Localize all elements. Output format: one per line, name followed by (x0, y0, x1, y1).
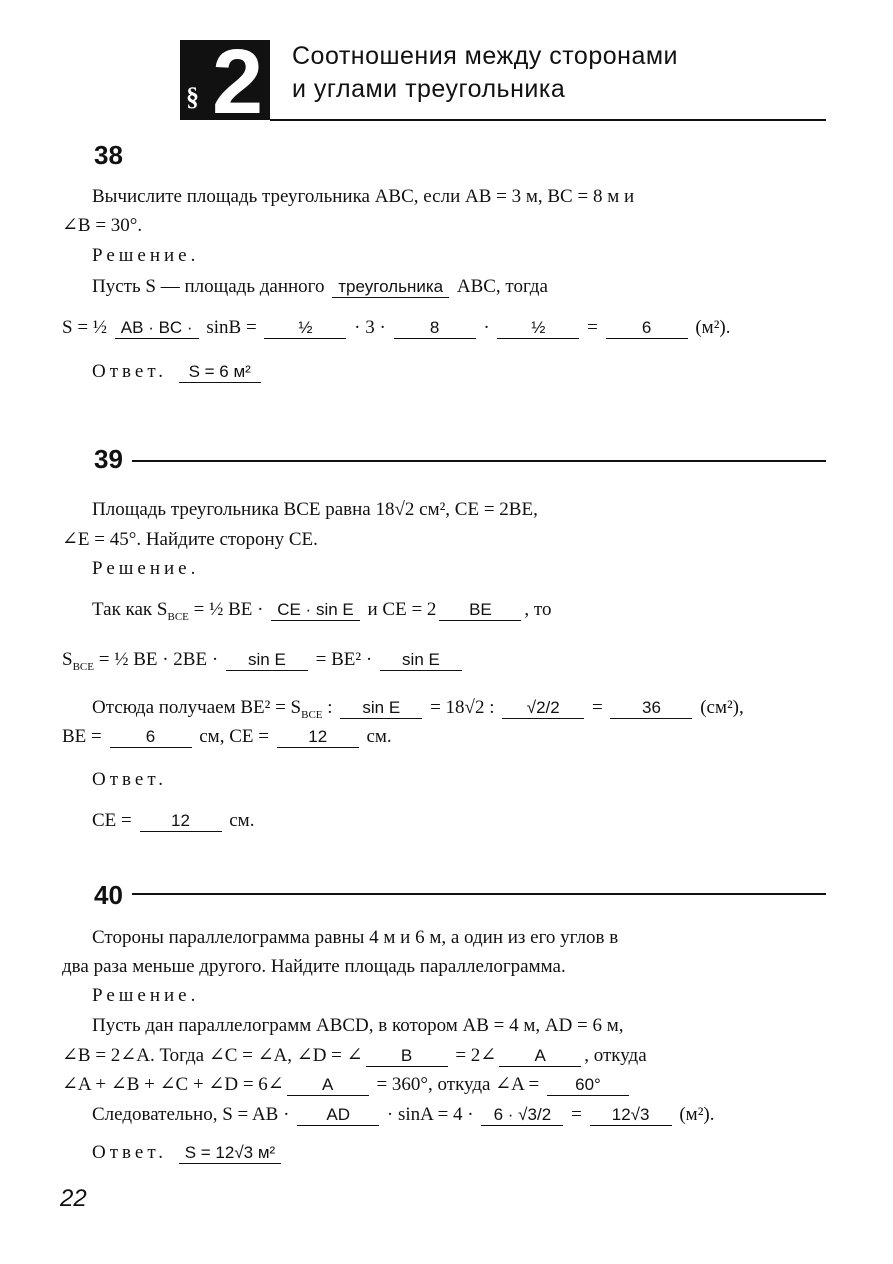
text-segment: = (582, 317, 603, 338)
section-label: Ответ. (92, 361, 176, 382)
text-segment: = 2∠ (450, 1045, 497, 1066)
text-line (92, 696, 744, 727)
problem-number: 38 (94, 140, 123, 170)
text-segment: = ½ BE · (188, 599, 269, 620)
text-segment: Стороны параллелограмма равны 4 м и 6 м, а один из его углов в (92, 927, 619, 948)
text-segment: ∠A + ∠B + ∠C + ∠D = 6∠ (62, 1074, 284, 1095)
text-segment: = 360°, откуда ∠A = (371, 1074, 544, 1095)
text-segment: · (478, 317, 495, 338)
answer-blank: S = 12√3 м² (179, 1143, 281, 1164)
text-segment: S (62, 649, 73, 670)
answer-blank: B (366, 1046, 448, 1067)
text-segment: BE = (62, 726, 107, 747)
text-segment: см. (224, 810, 255, 831)
problem-number: 40 (94, 880, 123, 910)
text-segment: Следовательно, S = AB · (92, 1104, 295, 1125)
text-line (62, 1073, 632, 1097)
text-line (62, 528, 318, 552)
answer-blank: A (287, 1075, 369, 1096)
text-segment: Вычислите площадь треугольника ABC, если AB = 3 м, BC = 8 м и (92, 186, 635, 207)
problem-rule (132, 893, 826, 895)
answer-blank: CE · sin E (271, 600, 360, 621)
text-segment: CE = (92, 810, 137, 831)
text-line (62, 214, 142, 238)
section-symbol: § (186, 82, 199, 111)
title-line-2: и углами треугольника (292, 75, 566, 103)
text-segment: = ½ BE · 2BE · (93, 649, 223, 670)
answer-blank: sin E (340, 698, 422, 719)
text-segment: ∠B = 2∠A. Тогда ∠C = ∠A, ∠D = ∠ (62, 1045, 363, 1066)
answer-blank: треугольника (332, 277, 449, 298)
text-segment: · sinA = 4 · (382, 1104, 479, 1125)
section-label: Решение. (92, 558, 200, 579)
answer-blank: ½ (497, 318, 579, 339)
text-segment: Площадь треугольника BCE равна 18√2 см², CE = 2BE, (92, 499, 538, 520)
section-label: Ответ. (92, 1142, 176, 1163)
text-segment: , то (524, 599, 552, 620)
answer-blank: ½ (264, 318, 346, 339)
answer-blank: AB · BC · (115, 318, 199, 339)
subscript: BCE (167, 610, 189, 623)
text-line (62, 648, 465, 679)
answer-blank: 60° (547, 1075, 629, 1096)
text-line (92, 275, 548, 299)
answer-blank: AD (297, 1105, 379, 1126)
text-segment: : (322, 697, 338, 718)
answer-blank: 12 (140, 811, 222, 832)
section-label: Решение. (92, 985, 200, 1006)
text-segment: = 18√2 : (425, 697, 500, 718)
text-line (92, 984, 199, 1008)
answer-blank: 6 (110, 727, 192, 748)
answer-blank: 12√3 (590, 1105, 672, 1126)
problem-rule (132, 460, 826, 462)
text-segment: два раза меньше другого. Найдите площадь параллелограмма. (62, 956, 566, 977)
answer-blank: 6 (606, 318, 688, 339)
text-segment: см. (361, 726, 392, 747)
text-segment: Так как S (92, 599, 168, 620)
text-segment: (м²). (690, 317, 731, 338)
answer-blank: sin E (380, 650, 462, 671)
section-label: Ответ. (92, 769, 167, 790)
text-line (62, 955, 566, 979)
text-line (92, 926, 618, 950)
text-segment: Пусть S — площадь данного (92, 276, 330, 297)
text-line (92, 809, 254, 833)
answer-blank: A (499, 1046, 581, 1067)
answer-blank: 36 (610, 698, 692, 719)
text-line (92, 1103, 714, 1127)
text-segment: и CE = 2 (362, 599, 437, 620)
text-line (92, 498, 538, 522)
title-line-1: Соотношения между сторонами (292, 42, 678, 70)
page-number: 22 (60, 1185, 87, 1212)
text-segment: (м²). (674, 1104, 715, 1125)
text-line (62, 316, 730, 340)
text-line (92, 1014, 624, 1038)
section-title (292, 40, 678, 106)
text-line (92, 185, 634, 209)
subscript: BCE (72, 660, 94, 673)
text-segment: см, CE = (194, 726, 274, 747)
text-segment: Пусть дан параллелограмм ABCD, в котором AB = 4 м, AD = 6 м, (92, 1015, 624, 1036)
answer-blank: √2/2 (502, 698, 584, 719)
text-segment: = (566, 1104, 587, 1125)
text-segment: Отсюда получаем BE² = S (92, 697, 302, 718)
text-segment: · 3 · (349, 317, 391, 338)
subscript: BCE (301, 708, 323, 721)
text-segment: sinB = (201, 317, 262, 338)
text-line (92, 557, 199, 581)
section-number: 2 (212, 31, 264, 133)
header-rule (270, 119, 826, 121)
text-line (62, 1044, 647, 1068)
answer-blank: 12 (277, 727, 359, 748)
section-label: Решение. (92, 245, 200, 266)
answer-blank: 6 · √3/2 (481, 1105, 563, 1126)
text-segment: (см²), (695, 697, 744, 718)
problem-number: 39 (94, 444, 123, 474)
answer-blank: sin E (226, 650, 308, 671)
text-segment: = (587, 697, 608, 718)
answer-blank: S = 6 м² (179, 362, 261, 383)
text-segment: = BE² · (310, 649, 377, 670)
answer-blank: BE (439, 600, 521, 621)
text-line (92, 598, 551, 629)
text-line (62, 725, 392, 749)
text-line (92, 360, 264, 384)
text-segment: ∠E = 45°. Найдите сторону CE. (62, 529, 318, 550)
text-segment: , откуда (584, 1045, 647, 1066)
answer-blank: 8 (394, 318, 476, 339)
text-line (92, 244, 199, 268)
text-segment: ∠B = 30°. (62, 215, 143, 236)
text-line (92, 768, 167, 792)
text-line (92, 1141, 284, 1165)
text-segment: S = ½ (62, 317, 112, 338)
text-segment: ABC, тогда (452, 276, 548, 297)
